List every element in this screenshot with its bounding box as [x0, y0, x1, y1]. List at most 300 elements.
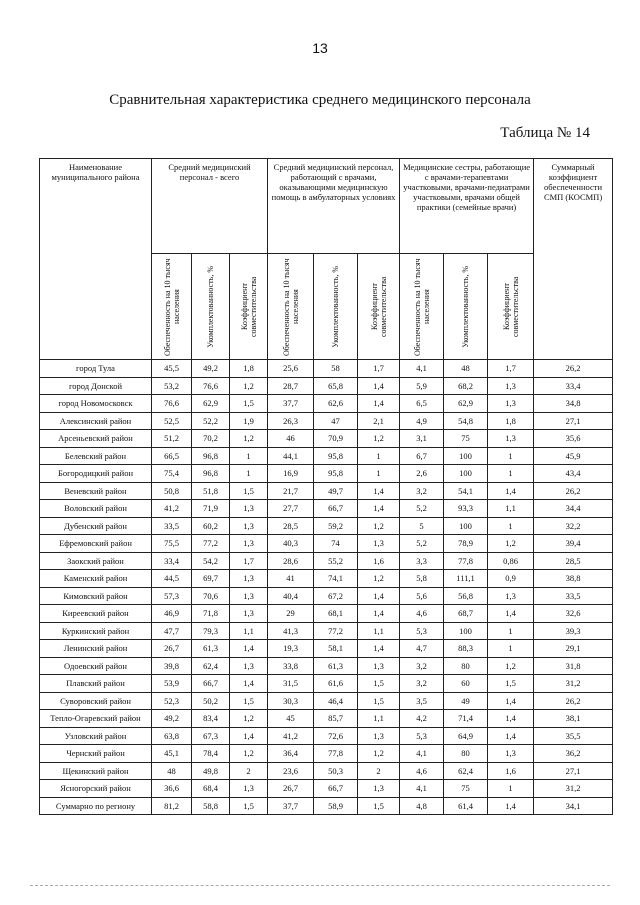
row-value: 34,8 — [534, 395, 613, 413]
row-value: 74,1 — [314, 570, 358, 588]
row-value: 28,7 — [268, 377, 314, 395]
row-value: 68,4 — [192, 780, 230, 798]
header-sub — [314, 254, 358, 360]
row-value: 3,5 — [400, 692, 444, 710]
row-name: Дубенский район — [40, 517, 152, 535]
row-value: 80 — [444, 657, 488, 675]
row-value: 31,2 — [534, 780, 613, 798]
row-value: 41,2 — [268, 727, 314, 745]
header-total: Суммарный коэффициент обеспеченности СМП (КОСМП) — [534, 159, 613, 360]
row-value: 85,7 — [314, 710, 358, 728]
row-value: 76,6 — [192, 377, 230, 395]
row-value: 66,7 — [192, 675, 230, 693]
row-value: 50,2 — [192, 692, 230, 710]
row-value: 77,8 — [314, 745, 358, 763]
page-title: Сравнительная характеристика среднего медицинского персонала — [109, 92, 531, 108]
row-value: 31,2 — [534, 675, 613, 693]
row-value: 1,5 — [358, 675, 400, 693]
table-row — [40, 500, 613, 518]
row-value: 49,7 — [314, 482, 358, 500]
row-value: 70,9 — [314, 430, 358, 448]
row-value: 5,9 — [400, 377, 444, 395]
table-row — [40, 517, 613, 535]
row-value: 3,3 — [400, 552, 444, 570]
row-value: 4,8 — [400, 797, 444, 815]
row-value: 1,4 — [358, 587, 400, 605]
header-sub-text: Коэффициент совместительства — [369, 276, 388, 337]
row-value: 1,3 — [488, 377, 534, 395]
row-value: 5,8 — [400, 570, 444, 588]
row-value: 66,5 — [152, 447, 192, 465]
row-value: 1,4 — [358, 395, 400, 413]
table-row — [40, 377, 613, 395]
row-value: 1,8 — [488, 412, 534, 430]
table-row — [40, 727, 613, 745]
row-value: 62,9 — [192, 395, 230, 413]
row-value: 49,2 — [192, 360, 230, 378]
row-value: 88,3 — [444, 640, 488, 658]
row-value: 38,8 — [534, 570, 613, 588]
row-value: 47 — [314, 412, 358, 430]
row-value: 55,2 — [314, 552, 358, 570]
row-value: 1,5 — [488, 675, 534, 693]
row-value: 1,3 — [488, 745, 534, 763]
row-value: 1,3 — [230, 535, 268, 553]
row-value: 30,3 — [268, 692, 314, 710]
row-value: 26,7 — [152, 640, 192, 658]
row-value: 31,5 — [268, 675, 314, 693]
row-value: 33,8 — [268, 657, 314, 675]
row-value: 4,6 — [400, 605, 444, 623]
header-sub — [358, 254, 400, 360]
row-value: 1,2 — [230, 430, 268, 448]
header-sub — [444, 254, 488, 360]
row-value: 58,9 — [314, 797, 358, 815]
row-value: 68,1 — [314, 605, 358, 623]
row-value: 1,5 — [230, 692, 268, 710]
footer-divider — [30, 885, 610, 886]
row-value: 32,2 — [534, 517, 613, 535]
row-value: 54,8 — [444, 412, 488, 430]
row-value: 45 — [268, 710, 314, 728]
row-value: 45,9 — [534, 447, 613, 465]
row-value: 1,4 — [358, 500, 400, 518]
row-value: 49,8 — [192, 762, 230, 780]
row-value: 3,2 — [400, 657, 444, 675]
row-value: 1,3 — [488, 395, 534, 413]
row-value: 4,1 — [400, 360, 444, 378]
row-value: 78,9 — [444, 535, 488, 553]
row-value: 4,6 — [400, 762, 444, 780]
row-value: 1,4 — [230, 727, 268, 745]
row-name: Плавский район — [40, 675, 152, 693]
row-value: 1,4 — [488, 727, 534, 745]
row-value: 56,8 — [444, 587, 488, 605]
row-name: Ясногорский район — [40, 780, 152, 798]
table-label: Таблица № 14 — [500, 125, 590, 141]
row-value: 80 — [444, 745, 488, 763]
header-sub-text: Обеспеченность на 10 тысяч населения — [281, 257, 300, 356]
row-value: 72,6 — [314, 727, 358, 745]
row-value: 62,4 — [444, 762, 488, 780]
row-value: 75 — [444, 430, 488, 448]
row-value: 58,8 — [192, 797, 230, 815]
row-value: 100 — [444, 622, 488, 640]
row-value: 54,2 — [192, 552, 230, 570]
row-value: 1 — [488, 780, 534, 798]
row-value: 27,1 — [534, 412, 613, 430]
row-value: 41,3 — [268, 622, 314, 640]
row-value: 33,5 — [152, 517, 192, 535]
row-value: 4,1 — [400, 745, 444, 763]
row-value: 74 — [314, 535, 358, 553]
row-value: 1,1 — [358, 622, 400, 640]
row-value: 53,2 — [152, 377, 192, 395]
row-value: 2 — [358, 762, 400, 780]
row-value: 1,3 — [488, 587, 534, 605]
row-value: 38,1 — [534, 710, 613, 728]
row-value: 1,4 — [488, 605, 534, 623]
row-value: 54,1 — [444, 482, 488, 500]
row-value: 1,4 — [488, 710, 534, 728]
row-value: 1,4 — [488, 482, 534, 500]
row-value: 26,2 — [534, 360, 613, 378]
row-value: 45,5 — [152, 360, 192, 378]
staff-table — [39, 158, 613, 815]
table-row — [40, 657, 613, 675]
row-value: 1,7 — [488, 360, 534, 378]
row-value: 62,4 — [192, 657, 230, 675]
row-value: 51,2 — [152, 430, 192, 448]
row-value: 43,4 — [534, 465, 613, 483]
row-value: 4,2 — [400, 710, 444, 728]
row-value: 23,6 — [268, 762, 314, 780]
row-value: 1,3 — [358, 535, 400, 553]
row-value: 53,9 — [152, 675, 192, 693]
table-row — [40, 762, 613, 780]
row-value: 100 — [444, 517, 488, 535]
row-value: 2,6 — [400, 465, 444, 483]
row-value: 63,8 — [152, 727, 192, 745]
row-value: 93,3 — [444, 500, 488, 518]
row-value: 26,3 — [268, 412, 314, 430]
row-value: 75,5 — [152, 535, 192, 553]
row-value: 57,3 — [152, 587, 192, 605]
row-value: 1,4 — [358, 640, 400, 658]
row-value: 39,3 — [534, 622, 613, 640]
header-sub — [268, 254, 314, 360]
row-value: 5,2 — [400, 500, 444, 518]
row-value: 48 — [152, 762, 192, 780]
row-value: 49,2 — [152, 710, 192, 728]
row-name: Заокский район — [40, 552, 152, 570]
row-value: 96,8 — [192, 465, 230, 483]
row-value: 1 — [230, 465, 268, 483]
header-group1: Средний медицинский персонал - всего — [152, 159, 268, 254]
header-sub-text: Коэффициент совместительства — [239, 276, 258, 337]
row-value: 46,4 — [314, 692, 358, 710]
row-value: 1,2 — [358, 517, 400, 535]
row-value: 39,4 — [534, 535, 613, 553]
row-value: 28,5 — [268, 517, 314, 535]
row-value: 75,4 — [152, 465, 192, 483]
header-group3: Медицинские сестры, работающие с врачами-терапевтами участковыми, врачами-педиатрами участковыми, врачами общей практики (семейные врачи) — [400, 159, 534, 254]
row-value: 76,6 — [152, 395, 192, 413]
row-value: 95,8 — [314, 465, 358, 483]
row-value: 34,1 — [534, 797, 613, 815]
row-value: 1,2 — [230, 745, 268, 763]
row-value: 36,2 — [534, 745, 613, 763]
header-sub — [488, 254, 534, 360]
header-sub — [192, 254, 230, 360]
row-value: 52,5 — [152, 412, 192, 430]
row-name: Киреевский район — [40, 605, 152, 623]
header-sub — [230, 254, 268, 360]
row-value: 6,7 — [400, 447, 444, 465]
table-row — [40, 447, 613, 465]
row-value: 58 — [314, 360, 358, 378]
row-name: Суворовский район — [40, 692, 152, 710]
row-value: 1,3 — [230, 780, 268, 798]
row-value: 79,3 — [192, 622, 230, 640]
row-value: 1,3 — [230, 500, 268, 518]
row-value: 1,4 — [358, 377, 400, 395]
row-value: 50,8 — [152, 482, 192, 500]
row-value: 34,4 — [534, 500, 613, 518]
row-value: 1,3 — [230, 517, 268, 535]
row-value: 66,7 — [314, 500, 358, 518]
row-value: 0,9 — [488, 570, 534, 588]
row-value: 1,3 — [358, 657, 400, 675]
row-name: Арсеньевский район — [40, 430, 152, 448]
header-sub-text: Укомплектованность, % — [206, 265, 215, 348]
row-name: Богородицкий район — [40, 465, 152, 483]
row-value: 61,6 — [314, 675, 358, 693]
row-name: Алексинский район — [40, 412, 152, 430]
row-value: 52,2 — [192, 412, 230, 430]
row-value: 35,5 — [534, 727, 613, 745]
row-value: 4,1 — [400, 780, 444, 798]
row-value: 1 — [488, 447, 534, 465]
row-value: 61,4 — [444, 797, 488, 815]
row-value: 1,5 — [358, 692, 400, 710]
row-value: 1,3 — [358, 727, 400, 745]
row-value: 5,3 — [400, 727, 444, 745]
row-value: 1,3 — [488, 430, 534, 448]
header-sub-text: Укомплектованность, % — [331, 265, 341, 348]
row-value: 71,4 — [444, 710, 488, 728]
table-row — [40, 412, 613, 430]
row-value: 52,3 — [152, 692, 192, 710]
row-value: 60,2 — [192, 517, 230, 535]
row-value: 1,7 — [358, 360, 400, 378]
row-value: 1,5 — [230, 395, 268, 413]
row-value: 40,4 — [268, 587, 314, 605]
row-name: Ленинский район — [40, 640, 152, 658]
row-name: Белевский район — [40, 447, 152, 465]
row-value: 31,8 — [534, 657, 613, 675]
row-value: 44,1 — [268, 447, 314, 465]
row-value: 46,9 — [152, 605, 192, 623]
row-name: Ефремовский район — [40, 535, 152, 553]
row-value: 41 — [268, 570, 314, 588]
row-value: 95,8 — [314, 447, 358, 465]
row-value: 37,7 — [268, 395, 314, 413]
row-value: 77,8 — [444, 552, 488, 570]
row-value: 21,7 — [268, 482, 314, 500]
row-value: 1,4 — [488, 797, 534, 815]
row-value: 27,7 — [268, 500, 314, 518]
row-value: 66,7 — [314, 780, 358, 798]
table-row — [40, 465, 613, 483]
row-value: 1,2 — [488, 657, 534, 675]
row-value: 16,9 — [268, 465, 314, 483]
row-name: Веневский район — [40, 482, 152, 500]
row-value: 44,5 — [152, 570, 192, 588]
header-sub-text: Коэффициент совместительства — [501, 276, 520, 337]
row-value: 70,6 — [192, 587, 230, 605]
row-value: 1,4 — [488, 692, 534, 710]
table-row — [40, 710, 613, 728]
row-value: 5,2 — [400, 535, 444, 553]
row-value: 3,1 — [400, 430, 444, 448]
row-value: 1,8 — [230, 360, 268, 378]
header-sub — [400, 254, 444, 360]
row-value: 60 — [444, 675, 488, 693]
table-row — [40, 692, 613, 710]
table-row — [40, 605, 613, 623]
row-value: 68,7 — [444, 605, 488, 623]
row-name: город Донской — [40, 377, 152, 395]
row-value: 19,3 — [268, 640, 314, 658]
table-row — [40, 535, 613, 553]
row-value: 61,3 — [314, 657, 358, 675]
row-value: 67,2 — [314, 587, 358, 605]
row-value: 29 — [268, 605, 314, 623]
table-row — [40, 430, 613, 448]
row-value: 1,9 — [230, 412, 268, 430]
row-value: 1,2 — [358, 570, 400, 588]
row-value: 40,3 — [268, 535, 314, 553]
row-value: 58,1 — [314, 640, 358, 658]
row-value: 36,6 — [152, 780, 192, 798]
table-row — [40, 797, 613, 815]
table-row — [40, 395, 613, 413]
row-value: 81,2 — [152, 797, 192, 815]
row-name: Воловский район — [40, 500, 152, 518]
row-value: 46 — [268, 430, 314, 448]
row-value: 1,5 — [358, 797, 400, 815]
row-value: 77,2 — [192, 535, 230, 553]
row-value: 27,1 — [534, 762, 613, 780]
row-value: 1,5 — [230, 797, 268, 815]
row-name: город Новомосковск — [40, 395, 152, 413]
row-value: 71,8 — [192, 605, 230, 623]
row-value: 70,2 — [192, 430, 230, 448]
row-value: 1,1 — [230, 622, 268, 640]
table-row — [40, 482, 613, 500]
row-value: 1,5 — [230, 482, 268, 500]
row-value: 1,4 — [230, 675, 268, 693]
row-value: 26,2 — [534, 482, 613, 500]
row-value: 41,2 — [152, 500, 192, 518]
row-value: 1,3 — [230, 605, 268, 623]
row-name: Узловский район — [40, 727, 152, 745]
row-value: 33,5 — [534, 587, 613, 605]
row-value: 77,2 — [314, 622, 358, 640]
row-value: 69,7 — [192, 570, 230, 588]
table-row — [40, 780, 613, 798]
header-sub — [152, 254, 192, 360]
row-value: 1,7 — [230, 552, 268, 570]
row-value: 100 — [444, 447, 488, 465]
row-value: 5,3 — [400, 622, 444, 640]
row-value: 6,5 — [400, 395, 444, 413]
row-value: 1,2 — [488, 535, 534, 553]
row-value: 100 — [444, 465, 488, 483]
table-row — [40, 622, 613, 640]
row-value: 28,5 — [534, 552, 613, 570]
row-value: 5,6 — [400, 587, 444, 605]
row-name: Кимовский район — [40, 587, 152, 605]
row-value: 1,6 — [358, 552, 400, 570]
table-row — [40, 675, 613, 693]
row-value: 49 — [444, 692, 488, 710]
row-value: 62,6 — [314, 395, 358, 413]
row-value: 5 — [400, 517, 444, 535]
row-value: 50,3 — [314, 762, 358, 780]
row-value: 33,4 — [152, 552, 192, 570]
row-value: 75 — [444, 780, 488, 798]
table-row — [40, 640, 613, 658]
row-value: 2 — [230, 762, 268, 780]
row-value: 1,4 — [358, 482, 400, 500]
row-value: 111,1 — [444, 570, 488, 588]
row-value: 1,6 — [488, 762, 534, 780]
row-value: 3,2 — [400, 675, 444, 693]
row-value: 28,6 — [268, 552, 314, 570]
row-value: 65,8 — [314, 377, 358, 395]
row-value: 2,1 — [358, 412, 400, 430]
header-group2: Средний медицинский персонал, работающий с врачами, оказывающими медицинскую помощь в амбулаторных условиях — [268, 159, 400, 254]
row-value: 67,3 — [192, 727, 230, 745]
row-value: 37,7 — [268, 797, 314, 815]
row-value: 0,86 — [488, 552, 534, 570]
row-value: 25,6 — [268, 360, 314, 378]
row-value: 1 — [488, 517, 534, 535]
row-value: 29,1 — [534, 640, 613, 658]
row-value: 1,3 — [230, 570, 268, 588]
row-value: 64,9 — [444, 727, 488, 745]
row-value: 51,8 — [192, 482, 230, 500]
row-name: Суммарно по региону — [40, 797, 152, 815]
row-value: 39,8 — [152, 657, 192, 675]
row-value: 1,4 — [230, 640, 268, 658]
row-value: 47,7 — [152, 622, 192, 640]
row-value: 32,6 — [534, 605, 613, 623]
row-value: 1 — [488, 640, 534, 658]
row-value: 45,1 — [152, 745, 192, 763]
row-value: 1,2 — [230, 377, 268, 395]
row-value: 1,3 — [230, 587, 268, 605]
table-row — [40, 570, 613, 588]
page-number: 13 — [312, 40, 328, 56]
table-body — [40, 360, 613, 815]
row-value: 61,3 — [192, 640, 230, 658]
row-name: Чернский район — [40, 745, 152, 763]
row-value: 1,1 — [358, 710, 400, 728]
row-value: 1,2 — [358, 745, 400, 763]
